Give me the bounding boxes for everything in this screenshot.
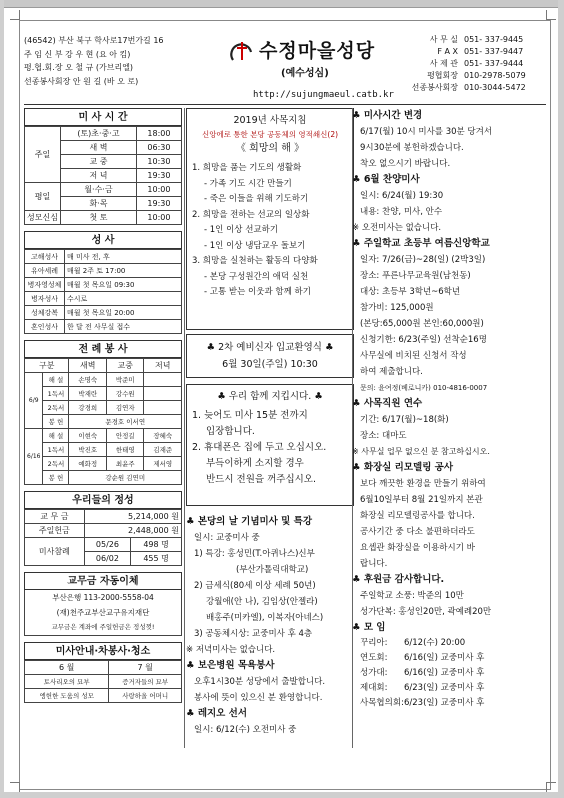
altar-name: 장혜숙 bbox=[144, 429, 182, 443]
keep-item: 2. 휴대폰은 집에 두고 오십시오. bbox=[192, 442, 327, 453]
attendance-date: 05/26 bbox=[84, 538, 131, 552]
meeting-row bbox=[352, 651, 546, 666]
altar-name bbox=[144, 387, 182, 401]
meeting-row bbox=[352, 666, 546, 681]
mass-day: 교 중 bbox=[61, 155, 137, 169]
contact-label: 사 무 실 bbox=[429, 35, 458, 44]
altar-role: 2독서 bbox=[43, 401, 69, 415]
remodeling-line: 보다 깨끗한 환경을 만들기 위하여 bbox=[360, 479, 486, 489]
event-title: ♣ 2차 예비신자 입교환영식 ♣ bbox=[206, 342, 334, 353]
summer-school-line: 사무실에 비치된 신청서 작성 bbox=[360, 351, 467, 361]
meeting-row bbox=[352, 636, 546, 651]
plan-item: - 본당 구성원간의 애덕 실천 bbox=[204, 271, 309, 282]
sacrament-value: 수시로 bbox=[65, 292, 182, 306]
church-patron: (예수성심) bbox=[281, 68, 329, 79]
contact-row bbox=[406, 46, 551, 58]
meeting-row bbox=[352, 696, 546, 711]
meeting-name: 제대회: bbox=[360, 683, 388, 693]
mass-day: 화·목 bbox=[61, 197, 137, 211]
mass-day: 저 녁 bbox=[61, 169, 137, 183]
remodeling-title: ♣ 화장실 리모델링 공사 bbox=[352, 462, 454, 473]
altar-row bbox=[25, 429, 182, 443]
window-left-border bbox=[0, 0, 4, 798]
meetings-title: ♣ 모 임 bbox=[352, 622, 386, 633]
page-corner-mark bbox=[10, 10, 20, 20]
altar-date: 6/9 bbox=[25, 373, 43, 429]
guidance-table bbox=[24, 660, 182, 703]
summer-school-title: ♣ 주일학교 초등부 여름신앙학교 bbox=[352, 238, 490, 249]
offerings-table bbox=[24, 509, 182, 566]
sacrament-name: 병자성사 bbox=[25, 292, 65, 306]
auto-transfer-title: 교무금 자동이체 bbox=[24, 572, 182, 590]
sacrament-value: 매월 첫 목요일 09:30 bbox=[65, 278, 182, 292]
bank-holder: (재)천주교부산교구유지재단 bbox=[56, 608, 150, 617]
keep-item: 부득이하게 소지할 경우 bbox=[206, 458, 304, 469]
keep-item: 1. 늦어도 미사 15분 전까지 bbox=[192, 410, 308, 421]
altar-name: 손명숙 bbox=[69, 373, 107, 387]
meeting-name: 연도회: bbox=[360, 653, 388, 663]
contact-value: 010-2978-5079 bbox=[464, 71, 526, 80]
column-divider bbox=[184, 108, 185, 748]
mass-time: 10:00 bbox=[136, 183, 181, 197]
summer-school-contact: 문의: 윤여정(베로니카) 010-4816-0007 bbox=[360, 384, 488, 392]
sacraments-table bbox=[24, 249, 182, 334]
donation-line: 주일학교 소풍: 박준의 10만 bbox=[360, 591, 464, 601]
mass-change-line: 착오 없으시기 바랍니다. bbox=[360, 159, 451, 169]
contact-label: 사 제 관 bbox=[429, 59, 458, 68]
altar-row bbox=[25, 373, 182, 387]
page-corner-mark bbox=[546, 782, 556, 792]
staff-training-line: 장소: 대마도 bbox=[360, 431, 407, 441]
holy-hour-label: 성모신심 bbox=[25, 211, 61, 225]
summer-school-line: 참가비: 125,000원 bbox=[360, 303, 434, 313]
feast-line: 일시: 교중미사 중 bbox=[194, 533, 260, 543]
feast-line: 3) 공동체시상: 교중미사 후 4층 bbox=[194, 629, 313, 639]
mass-time: 10:30 bbox=[136, 155, 181, 169]
mass-day: 첫 토 bbox=[61, 211, 137, 225]
contact-value: 010-3044-5472 bbox=[464, 83, 526, 92]
praise-mass-line: 내용: 찬양, 미사, 안수 bbox=[360, 207, 443, 217]
contact-value: 051- 337-9447 bbox=[464, 47, 524, 56]
pastor-name: 주 임 신 부 강 우 현 (요 아 킴) bbox=[24, 49, 131, 59]
hospital-title: ♣ 보은병원 목욕봉사 bbox=[186, 660, 275, 671]
attendance-label: 미사참례 bbox=[25, 538, 85, 566]
sacrament-name: 고해성사 bbox=[25, 250, 65, 264]
mass-time: 19:30 bbox=[136, 169, 181, 183]
sacrament-value: 매월 첫 목요일 20:00 bbox=[65, 306, 182, 320]
middle-column bbox=[186, 108, 354, 738]
altar-row bbox=[25, 415, 182, 429]
donation-title: ♣ 후원금 감사합니다. bbox=[352, 574, 445, 585]
guidance-month: 7 월 bbox=[109, 661, 182, 675]
contact-label: 평협회장 bbox=[427, 71, 458, 80]
altar-header: 저녁 bbox=[144, 359, 182, 373]
altar-role: 봉 헌 bbox=[43, 471, 69, 485]
mass-time: 18:00 bbox=[136, 127, 181, 141]
guidance-cell: 토사리오의 묘부 bbox=[25, 675, 109, 689]
hospital-line: 오후1시30분 성당에서 출발합니다. bbox=[194, 677, 326, 687]
mass-day: 월·수·금 bbox=[61, 183, 137, 197]
sacrament-value: 한 달 전 사무실 접수 bbox=[65, 320, 182, 334]
guidance-title: 미사안내·차봉사·청소 bbox=[24, 642, 182, 660]
offering-value: 2,448,000 원 bbox=[84, 524, 181, 538]
feast-line: (부산가톨릭대학교) bbox=[236, 565, 309, 575]
offerings-title: 우리들의 정성 bbox=[24, 491, 182, 509]
mass-time: 19:30 bbox=[136, 197, 181, 211]
remodeling-line: 요셉관 화장실을 이용하시기 바 bbox=[360, 543, 475, 553]
right-column bbox=[352, 108, 546, 711]
remodeling-line: 6월10일부터 8월 21일까지 본관 bbox=[360, 495, 483, 505]
mass-day: (토)초·중·고 bbox=[61, 127, 137, 141]
guidance-cell: 사랑하올 어머니 bbox=[109, 689, 182, 703]
bank-account: 부산은행 113-2000-5558-04 bbox=[52, 593, 154, 602]
church-name: 수정마을성당 bbox=[259, 40, 376, 62]
plan-item: - 죽은 이들을 위해 기도하기 bbox=[204, 194, 309, 204]
contact-row bbox=[406, 82, 551, 94]
plan-item: - 1인 이상 냉담교우 돌보기 bbox=[204, 240, 306, 251]
summer-school-line: 신청기한: 6/23(주일) 선착순16명 bbox=[360, 335, 487, 345]
church-address: (46542) 부산 북구 학사로17번가길 16 bbox=[24, 36, 164, 45]
altar-name: 김재준 bbox=[144, 443, 182, 457]
bulletin-header bbox=[24, 34, 546, 106]
catechumen-event-box bbox=[186, 334, 354, 378]
altar-name: 제서영 bbox=[144, 457, 182, 471]
feast-title: ♣ 본당의 날 기념미사 및 특강 bbox=[186, 516, 313, 527]
remodeling-line: 공사기간 중 다소 불편하더라도 bbox=[360, 527, 475, 537]
council-head: 평.협.회.장 오 철 규 (가브리엘) bbox=[24, 63, 134, 72]
contact-label: F A X bbox=[437, 47, 458, 56]
sacrament-row bbox=[25, 278, 182, 292]
plan-subtitle: 신앙에로 통한 본당 공동체의 영적쇄신(2) bbox=[201, 130, 339, 139]
guidance-cell: 증거자들의 묘부 bbox=[109, 675, 182, 689]
contact-label: 선종봉사회장 bbox=[411, 83, 458, 92]
plan-item: - 가족 기도 시간 만들기 bbox=[204, 178, 292, 189]
meeting-value: 6/12(수) 20:00 bbox=[404, 638, 466, 648]
altar-name: 박진호 bbox=[69, 443, 107, 457]
plan-item: 3. 희망을 실천하는 활동의 다양화 bbox=[192, 256, 318, 266]
sacrament-value: 매 미사 전, 후 bbox=[65, 250, 182, 264]
altar-role: 해 설 bbox=[43, 429, 69, 443]
sacraments-title: 성 사 bbox=[24, 231, 182, 249]
attendance-date: 06/02 bbox=[84, 552, 131, 566]
altar-row bbox=[25, 401, 182, 415]
contact-value: 051- 337-9445 bbox=[464, 35, 524, 44]
sacrament-name: 혼인성사 bbox=[25, 320, 65, 334]
altar-name bbox=[144, 401, 182, 415]
sacrament-row bbox=[25, 320, 182, 334]
altar-name: 최윤주 bbox=[106, 457, 144, 471]
meeting-row bbox=[352, 681, 546, 696]
meeting-name: 사목협의회: bbox=[360, 698, 404, 708]
mass-time: 10:00 bbox=[136, 211, 181, 225]
plan-item: 1. 희망을 품는 기도의 생활화 bbox=[192, 163, 302, 173]
feast-line: 2) 금세식(80세 이상 세례 50년) bbox=[194, 581, 316, 591]
altar-role: 1독서 bbox=[43, 387, 69, 401]
meeting-value: 6/23(일) 교중미사 후 bbox=[404, 698, 485, 708]
staff-training-line: 기간: 6/17(월)~18(화) bbox=[360, 415, 449, 425]
sacrament-name: 병자영성체 bbox=[25, 278, 65, 292]
altar-name: 문경호 이서연 bbox=[69, 415, 182, 429]
altar-service-title: 전 례 봉 사 bbox=[24, 340, 182, 358]
contact-value: 051- 337-9444 bbox=[464, 59, 524, 68]
altar-service-table bbox=[24, 358, 182, 485]
plan-item: - 1인 이상 선교하기 bbox=[204, 225, 279, 235]
praise-mass-line: 일시: 6/24(월) 19:30 bbox=[360, 191, 444, 201]
altar-header: 교중 bbox=[106, 359, 144, 373]
staff-training-note: ※ 사무실 업무 없으신 분 참고하십시오. bbox=[352, 447, 490, 456]
altar-name: 이현숙 bbox=[69, 429, 107, 443]
window-right-border bbox=[558, 0, 564, 798]
header-info bbox=[24, 34, 224, 88]
window-bottom-border bbox=[0, 792, 564, 798]
altar-name: 한태영 bbox=[106, 443, 144, 457]
church-title-block bbox=[229, 34, 394, 106]
feast-line: 1) 특강: 홍성민(T.아퀴나스)신부 bbox=[194, 549, 315, 559]
mass-change-line: 9시30분에 봉헌하겠습니다. bbox=[360, 143, 464, 153]
altar-role: 2독서 bbox=[43, 457, 69, 471]
staff-training-title: ♣ 사목직원 연수 bbox=[352, 398, 423, 409]
plan-title: 2019년 사목지침 bbox=[233, 115, 307, 126]
left-column bbox=[24, 108, 182, 703]
meeting-value: 6/16(일) 교중미사 후 bbox=[404, 668, 485, 678]
attendance-count: 455 명 bbox=[131, 552, 182, 566]
remodeling-line: 화장실 리모델링공사를 합니다. bbox=[360, 511, 475, 521]
plan-items bbox=[192, 161, 348, 301]
page-corner-mark bbox=[546, 10, 556, 20]
altar-name: 강경희 bbox=[69, 401, 107, 415]
offering-value: 5,214,000 원 bbox=[84, 510, 181, 524]
altar-header: 구분 bbox=[25, 359, 69, 373]
altar-row bbox=[25, 443, 182, 457]
summer-school-line: (본당:65,000원 본인:60,000원) bbox=[360, 319, 484, 329]
weekday-label: 평일 bbox=[25, 183, 61, 211]
attendance-count: 498 명 bbox=[131, 538, 182, 552]
altar-name: 박준미 bbox=[106, 373, 144, 387]
sacrament-row bbox=[25, 250, 182, 264]
altar-name: 김연자 bbox=[106, 401, 144, 415]
altar-name: 안정길 bbox=[106, 429, 144, 443]
mission-head: 선종봉사회장 안 원 길 (바 오 로) bbox=[24, 76, 139, 86]
hospital-line: 봉사에 뜻이 있으신 분 환영합니다. bbox=[194, 693, 323, 703]
header-divider bbox=[24, 104, 546, 105]
legio-line: 일시: 6/12(수) 오전미사 중 bbox=[194, 725, 297, 735]
feast-line: 배홍주(미카엘), 이복자(아네스) bbox=[206, 613, 324, 623]
keep-together-box bbox=[186, 384, 354, 506]
meeting-value: 6/23(일) 교중미사 후 bbox=[404, 683, 485, 693]
pastoral-plan-box bbox=[186, 108, 354, 330]
keep-item: 입장합니다. bbox=[206, 426, 255, 437]
altar-name bbox=[144, 373, 182, 387]
guidance-cell: 엥헌한 도움의 성모 bbox=[25, 689, 109, 703]
altar-role: 해 설 bbox=[43, 373, 69, 387]
notices-middle bbox=[186, 514, 354, 738]
offering-name: 교 무 금 bbox=[25, 510, 85, 524]
sacrament-name: 유아세례 bbox=[25, 264, 65, 278]
church-logo-icon bbox=[229, 38, 255, 62]
sacrament-row bbox=[25, 306, 182, 320]
meeting-name: 꾸리아: bbox=[360, 638, 388, 648]
page-corner-mark bbox=[10, 782, 20, 792]
mass-times-title: 미 사 시 간 bbox=[24, 108, 182, 126]
summer-school-line: 대상: 초등부 3학년~6학년 bbox=[360, 287, 461, 297]
altar-header: 새벽 bbox=[69, 359, 107, 373]
praise-mass-note: ※ 오전미사는 없습니다. bbox=[352, 223, 442, 233]
contact-row bbox=[406, 58, 551, 70]
keep-title: ♣ 우리 함께 지킵시다. ♣ bbox=[217, 391, 323, 402]
meeting-name: 성가대: bbox=[360, 668, 388, 678]
feast-note: ※ 저녁미사는 없습니다. bbox=[186, 645, 276, 655]
church-url[interactable]: http://sujungmaeul.catb.kr bbox=[253, 90, 394, 100]
altar-name: 강순원 김연미 bbox=[69, 471, 182, 485]
altar-name: 강수원 bbox=[106, 387, 144, 401]
feast-line: 강월애(안 나), 김임상(안젤라) bbox=[206, 597, 318, 607]
plan-theme: 《 희망의 해 》 bbox=[235, 143, 305, 154]
mass-times-table bbox=[24, 126, 182, 225]
keep-item: 반드시 전원을 꺼주십시오. bbox=[206, 474, 317, 485]
plan-item: - 고통 받는 이웃과 함께 하기 bbox=[204, 287, 311, 297]
offering-name: 주일헌금 bbox=[25, 524, 85, 538]
legio-title: ♣ 레지오 선서 bbox=[186, 708, 248, 719]
column-divider bbox=[352, 108, 353, 748]
donation-line: 성가단복: 홍성인20만, 곽예례20만 bbox=[360, 607, 492, 617]
window-top-bar bbox=[0, 0, 564, 8]
mass-time: 06:30 bbox=[136, 141, 181, 155]
altar-role: 1독서 bbox=[43, 443, 69, 457]
contact-list bbox=[406, 34, 551, 94]
auto-transfer-box bbox=[24, 590, 182, 636]
event-date: 6월 30일(주일) 10:30 bbox=[222, 359, 318, 370]
transfer-note: 교무금은 계좌에 주일헌금은 정성껏! bbox=[51, 623, 155, 631]
altar-name: 박재란 bbox=[69, 387, 107, 401]
summer-school-line: 하여 제출합니다. bbox=[360, 367, 423, 377]
altar-row bbox=[25, 471, 182, 485]
mass-change-line: 6/17(월) 10시 미사를 30분 당겨서 bbox=[360, 127, 493, 137]
altar-role: 봉 헌 bbox=[43, 415, 69, 429]
sacrament-row bbox=[25, 264, 182, 278]
summer-school-line: 장소: 푸른나무교육원(남천동) bbox=[360, 271, 471, 281]
sacrament-name: 성체강복 bbox=[25, 306, 65, 320]
contact-row bbox=[406, 70, 551, 82]
guidance-month: 6 월 bbox=[25, 661, 109, 675]
summer-school-line: 일자: 7/26(금)~28(일) (2박3일) bbox=[360, 255, 486, 265]
sacrament-row bbox=[25, 292, 182, 306]
altar-header-row bbox=[25, 359, 182, 373]
mass-day: 새 벽 bbox=[61, 141, 137, 155]
contact-row bbox=[406, 34, 551, 46]
praise-mass-title: ♣ 6월 찬양미사 bbox=[352, 174, 420, 185]
sunday-label: 주일 bbox=[25, 127, 61, 183]
remodeling-line: 랍니다. bbox=[360, 559, 388, 569]
altar-name: 예화정 bbox=[69, 457, 107, 471]
altar-row bbox=[25, 457, 182, 471]
plan-item: 2. 희망을 전하는 선교의 일상화 bbox=[192, 209, 310, 220]
mass-change-title: ♣ 미사시간 변경 bbox=[352, 110, 423, 121]
sacrament-value: 매월 2주 토 17:00 bbox=[65, 264, 182, 278]
altar-date: 6/16 bbox=[25, 429, 43, 485]
meeting-value: 6/16(일) 교중미사 후 bbox=[404, 653, 485, 663]
altar-row bbox=[25, 387, 182, 401]
